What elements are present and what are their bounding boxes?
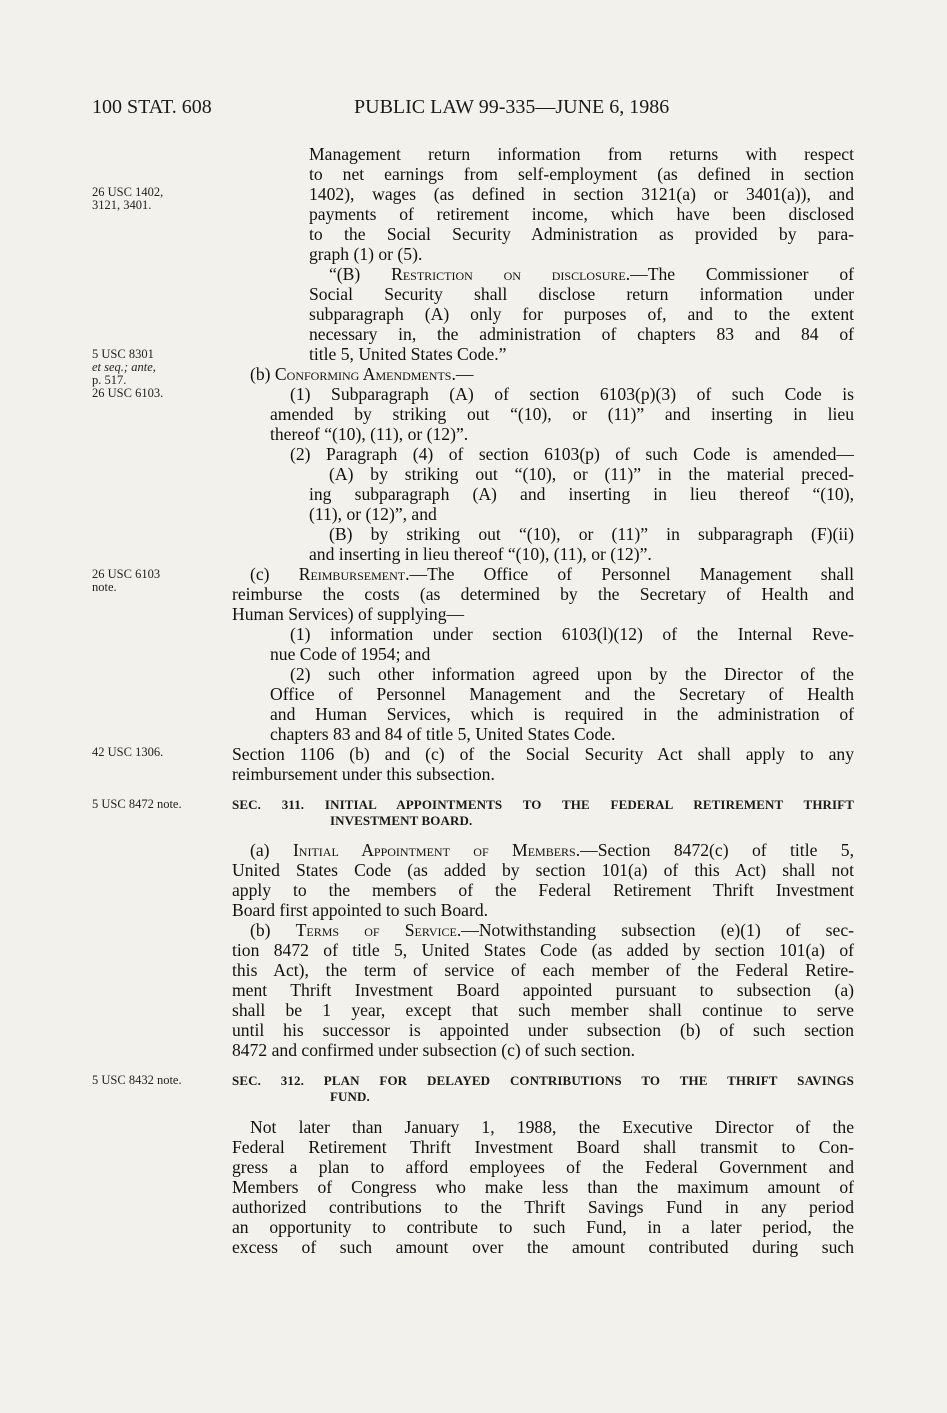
margin-note: 5 USC 8432 note. (92, 1073, 182, 1087)
text-line: nue Code of 1954; and (270, 644, 431, 664)
text-line: 8472 and confirmed under subsection (c) of such section. (232, 1040, 636, 1060)
text-line: (11), or (12)”, and (309, 504, 437, 524)
text-line: until his successor is appointed under subsection (b) of such section (232, 1020, 854, 1040)
text-line: Board first appointed to such Board. (232, 900, 489, 920)
text-line: graph (1) or (5). (309, 244, 423, 264)
text-line: tion 8472 of title 5, United States Code (as added by section 101(a) of (232, 940, 854, 960)
text-line: reimburse the costs (as determined by the Secretary of Health and (232, 584, 854, 604)
text-line: (B) by striking out “(10), or (11)” in subparagraph (F)(ii) (329, 524, 854, 544)
text-line: to net earnings from self-employment (as defined in section (309, 164, 854, 184)
text-line: (1) information under section 6103(l)(12) of the Internal Reve- (290, 624, 854, 644)
page-number: 100 STAT. 608 (92, 96, 212, 118)
text-line: title 5, United States Code.” (309, 344, 507, 364)
text-line: (b) Terms of Service.—Notwithstanding subsection (e)(1) of sec- (250, 920, 854, 940)
text-line: Federal Retirement Thrift Investment Board shall transmit to Con- (232, 1137, 854, 1157)
text-line: subparagraph (A) only for purposes of, and to the extent (309, 304, 854, 324)
text-line: (1) Subparagraph (A) of section 6103(p)(3) of such Code is (290, 384, 854, 404)
text-line: payments of retirement income, which have been disclosed (309, 204, 854, 224)
text-line: amended by striking out “(10), or (11)” and inserting in lieu (270, 404, 854, 424)
text-line: (2) such other information agreed upon by the Director of the (290, 664, 854, 684)
text-line: 1402), wages (as defined in section 3121(a) or 3401(a)), and (309, 184, 854, 204)
text-line: authorized contributions to the Thrift Savings Fund in any period (232, 1197, 854, 1217)
text-line: and Human Services, which is required in the administration of (270, 704, 854, 724)
text-line: chapters 83 and 84 of title 5, United States Code. (270, 724, 616, 744)
margin-note: 5 USC 8301 et seq.; ante, p. 517. 26 USC 6103. (92, 347, 164, 400)
section-heading: INVESTMENT BOARD. (330, 813, 473, 828)
text-line: United States Code (as added by section 101(a) of this Act) shall not (232, 860, 854, 880)
text-line: an opportunity to contribute to such Fund, in a later period, the (232, 1217, 854, 1237)
subsection-heading: (b) Conforming Amendments.— (250, 364, 474, 384)
text-line: (2) Paragraph (4) of section 6103(p) of such Code is amended— (290, 444, 854, 464)
margin-note: 5 USC 8472 note. (92, 797, 182, 811)
text-line: apply to the members of the Federal Retirement Thrift Investment (232, 880, 854, 900)
text-line: Management return information from returns with respect (309, 144, 854, 164)
text-line: (A) by striking out “(10), or (11)” in the material preced- (329, 464, 854, 484)
text-line: (a) Initial Appointment of Members.—Section 8472(c) of title 5, (250, 840, 854, 860)
page-header (92, 96, 872, 126)
section-heading: SEC. 311. INITIAL APPOINTMENTS TO THE FEDERAL RETIREMENT THRIFT (232, 797, 854, 812)
text-line: ment Thrift Investment Board appointed pursuant to subsection (a) (232, 980, 854, 1000)
text-line: shall be 1 year, except that such member shall continue to serve (232, 1000, 854, 1020)
section-heading: FUND. (330, 1089, 370, 1104)
text-line: Social Security shall disclose return information under (309, 284, 854, 304)
text-line: necessary in, the administration of chapters 83 and 84 of (309, 324, 854, 344)
margin-note: 42 USC 1306. (92, 745, 164, 759)
text-line: and inserting in lieu thereof “(10), (11), or (12)”. (309, 544, 652, 564)
text-line: “(B) Restriction on disclosure.—The Commissioner of (329, 264, 855, 284)
text-line: Not later than January 1, 1988, the Executive Director of the (250, 1117, 854, 1137)
running-head: PUBLIC LAW 99-335—JUNE 6, 1986 (354, 96, 670, 118)
margin-note: 26 USC 6103 note. (92, 567, 161, 594)
text-line: to the Social Security Administration as provided by para- (309, 224, 854, 244)
text-line: Office of Personnel Management and the Secretary of Health (270, 684, 854, 704)
text-line: ing subparagraph (A) and inserting in lieu thereof “(10), (309, 484, 854, 504)
text-line: reimbursement under this subsection. (232, 764, 495, 784)
margin-note: 26 USC 1402, 3121, 3401. (92, 185, 164, 212)
text-line: Members of Congress who make less than the maximum amount of (232, 1177, 854, 1197)
text-line: gress a plan to afford employees of the Federal Government and (232, 1157, 854, 1177)
text-line: Human Services) of supplying— (232, 604, 465, 624)
section-heading: SEC. 312. PLAN FOR DELAYED CONTRIBUTIONS TO THE THRIFT SAVINGS (232, 1073, 854, 1088)
text-line: (c) Reimbursement.—The Office of Personnel Management shall (250, 564, 854, 584)
text-line: thereof “(10), (11), or (12)”. (270, 424, 469, 444)
text-line: excess of such amount over the amount contributed during such (232, 1237, 854, 1257)
text-line: Section 1106 (b) and (c) of the Social Security Act shall apply to any (232, 744, 854, 764)
text-line: this Act), the term of service of each member of the Federal Retire- (232, 960, 854, 980)
